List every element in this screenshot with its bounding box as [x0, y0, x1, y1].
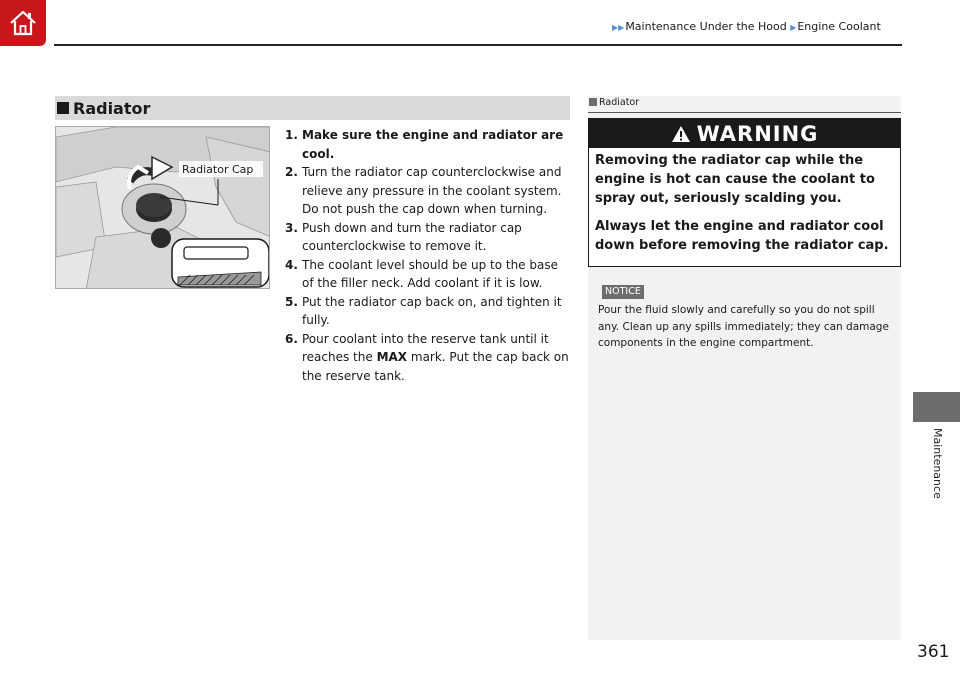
notice-text: Pour the fluid slowly and carefully so you do not spill any. Clean up any spills immediately; they can damage components in the engine compartment. — [598, 304, 889, 349]
step-number: 5. — [285, 294, 298, 309]
step-text: Push down and turn the radiator cap counterclockwise to remove it. — [302, 220, 522, 253]
warning-text: Always let the engine and radiator cool down before removing the radiator cap. — [595, 219, 889, 253]
step-text-part: mark. Put the cap back on the reserve tank. — [302, 350, 569, 383]
header-divider — [54, 44, 902, 46]
chapter-tab-label: Maintenance — [931, 428, 944, 499]
max-mark-label: MAX — [376, 350, 408, 364]
step-item — [285, 126, 570, 163]
step-text: Make sure the engine and radiator are cool. — [302, 128, 564, 161]
procedure-steps — [285, 126, 570, 385]
warning-text: Removing the radiator cap while the engine is hot can cause the coolant to spray out, seriously scalding you. — [595, 153, 875, 206]
radiator-figure — [55, 126, 270, 289]
reference-tag-icon — [589, 98, 597, 106]
step-text: Turn the radiator cap counterclockwise and relieve any pressure in the coolant system. Do not push the cap down when turning. — [302, 165, 562, 216]
step-item — [285, 293, 570, 330]
step-number: 1. — [285, 128, 298, 142]
breadcrumb-arrow-icon: ▶▶ — [612, 23, 625, 32]
step-text — [302, 332, 569, 383]
warning-header — [589, 119, 900, 148]
step-number: 3. — [285, 220, 298, 235]
section-heading — [55, 96, 570, 120]
figure-callout: Radiator Cap — [182, 163, 254, 176]
step-text-part: Pour coolant into the reserve tank until it reaches the — [302, 331, 549, 364]
section-square-icon — [57, 102, 69, 114]
step-item — [285, 256, 570, 293]
warning-box — [588, 118, 901, 267]
step-item — [285, 163, 570, 219]
page-number: 361 — [917, 642, 950, 662]
step-number: 2. — [285, 165, 298, 179]
step-text: The coolant level should be up to the base of the filler neck. Add coolant if it is low. — [302, 257, 558, 290]
side-notes-heading — [588, 97, 901, 113]
radiator-illustration — [56, 127, 270, 289]
step-text: Put the radiator cap back on, and tighten it fully. — [302, 294, 562, 327]
warning-label: WARNING — [696, 121, 819, 146]
breadcrumb-arrow-icon: ▶ — [790, 23, 797, 32]
notice-badge: NOTICE — [602, 285, 644, 299]
breadcrumb-item[interactable]: Engine Coolant — [797, 20, 881, 33]
step-number: 4. — [285, 257, 298, 272]
home-button[interactable] — [0, 0, 46, 46]
breadcrumb-item[interactable]: Maintenance Under the Hood — [625, 20, 787, 33]
step-item — [285, 330, 570, 386]
chapter-tab[interactable] — [913, 392, 960, 422]
home-icon — [6, 6, 40, 40]
side-notes-title: Radiator — [599, 97, 640, 108]
section-title: Radiator — [73, 98, 151, 118]
breadcrumb — [612, 20, 881, 33]
step-item — [285, 219, 570, 256]
warning-icon — [671, 125, 691, 143]
step-number: 6. — [285, 331, 298, 346]
